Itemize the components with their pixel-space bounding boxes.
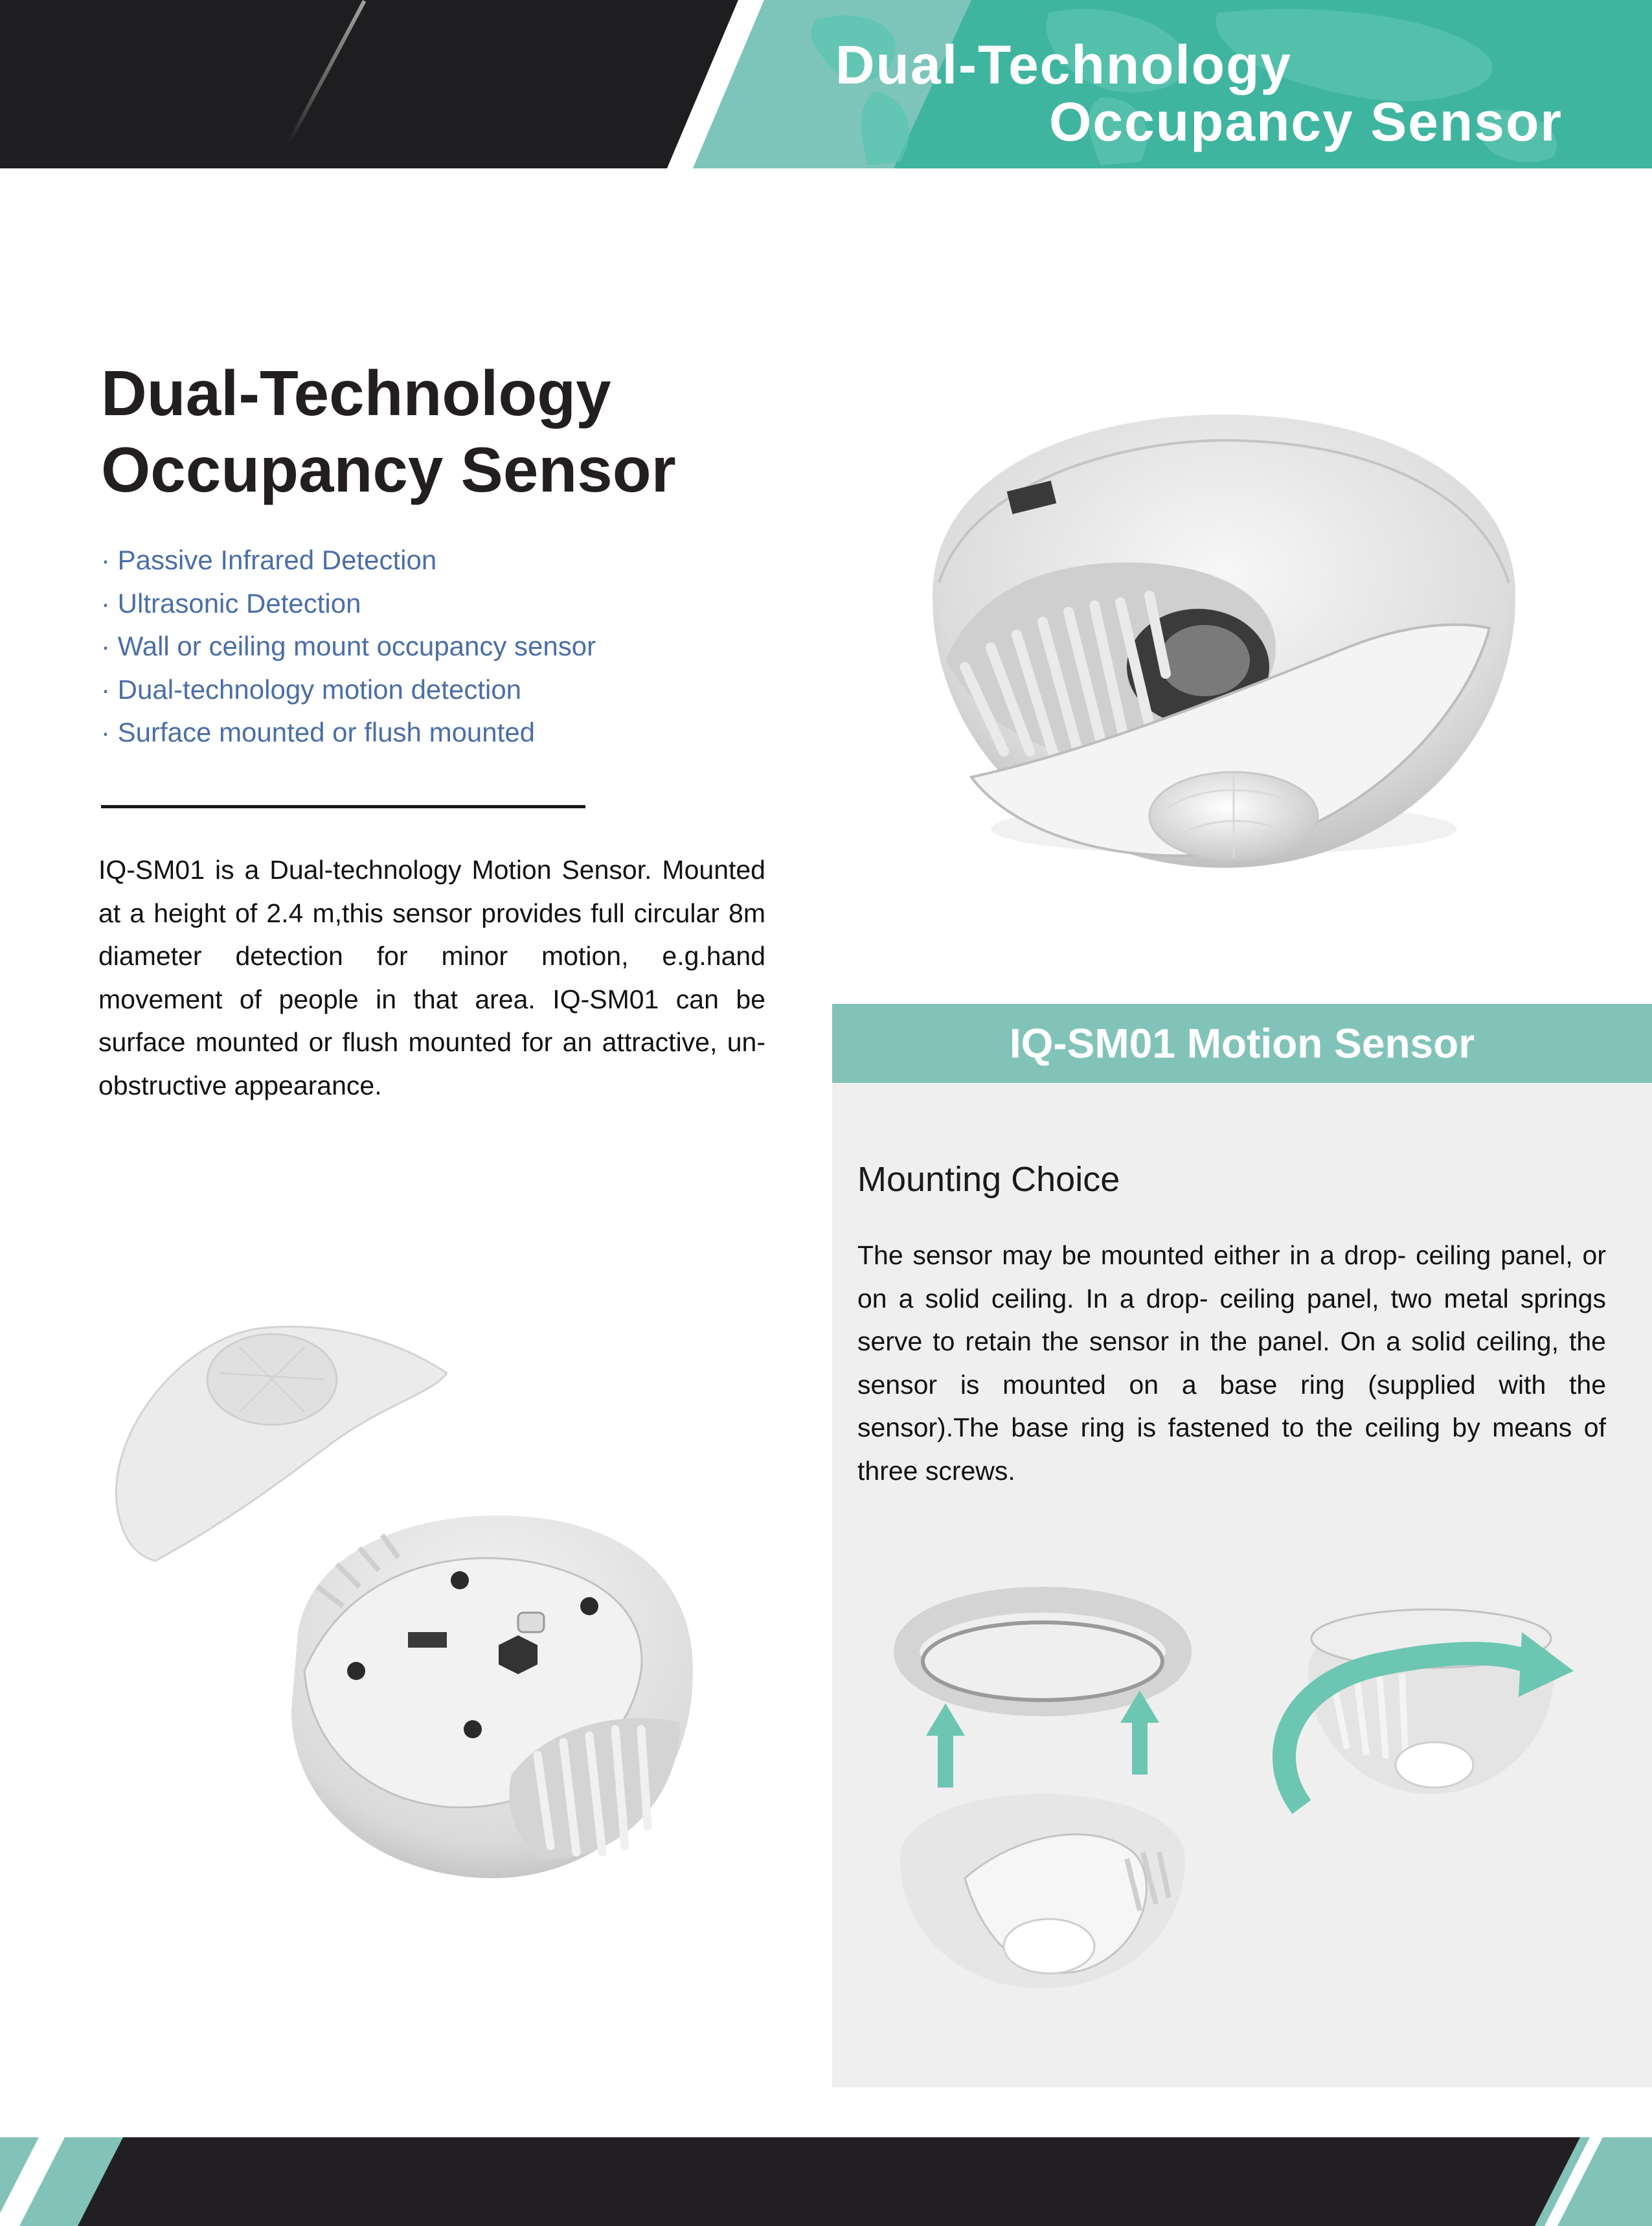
feature-item: · Surface mounted or flush mounted [101,717,536,747]
sensor-exploded-image [97,1308,719,1911]
product-description: IQ-SM01 is a Dual-technology Motion Sensor. Mounted at a height of 2.4 m,this sensor provides full circular 8m diameter detection for minor motion, e.g.hand movement of people in that area. IQ-SM01 can be surface mounted or flush mounted for an attractive, un-obstructive appearance. [98,855,765,1100]
page-title-line1: Dual-Technology [101,358,611,429]
footer-dark-band [78,2137,1580,2226]
section-divider [101,805,585,808]
feature-item: · Dual-technology motion detection [101,674,522,705]
mounting-ring-diagram [887,1574,1198,1995]
feature-list [101,539,813,755]
feature-item: · Wall or ceiling mount occupancy sensor [101,631,596,661]
page-title [101,355,813,508]
mounting-text: The sensor may be mounted either in a drop- ceiling panel, or on a solid ceiling. In a drop- ceiling panel, two metal springs serve to retain the sensor in the panel. On a solid ceiling, the sensor is mounted on a base ring (supplied with the sensor).The base ring is fastened to the ceiling by means of three screws. [857,1240,1606,1486]
header-title-line1: Dual-Technology [835,34,1293,95]
header-title-line2: Occupancy Sensor [1049,91,1563,152]
mounting-rotate-diagram [1263,1600,1587,1820]
sensor-product-image [894,389,1554,881]
panel-heading: IQ-SM01 Motion Sensor [1009,1020,1475,1067]
page-title-line2: Occupancy Sensor [101,434,676,505]
feature-item: · Ultrasonic Detection [101,587,361,619]
footer-band [0,2137,1652,2226]
feature-item: · Passive Infrared Detection [101,545,437,575]
mounting-title: Mounting Choice [857,1160,1120,1199]
